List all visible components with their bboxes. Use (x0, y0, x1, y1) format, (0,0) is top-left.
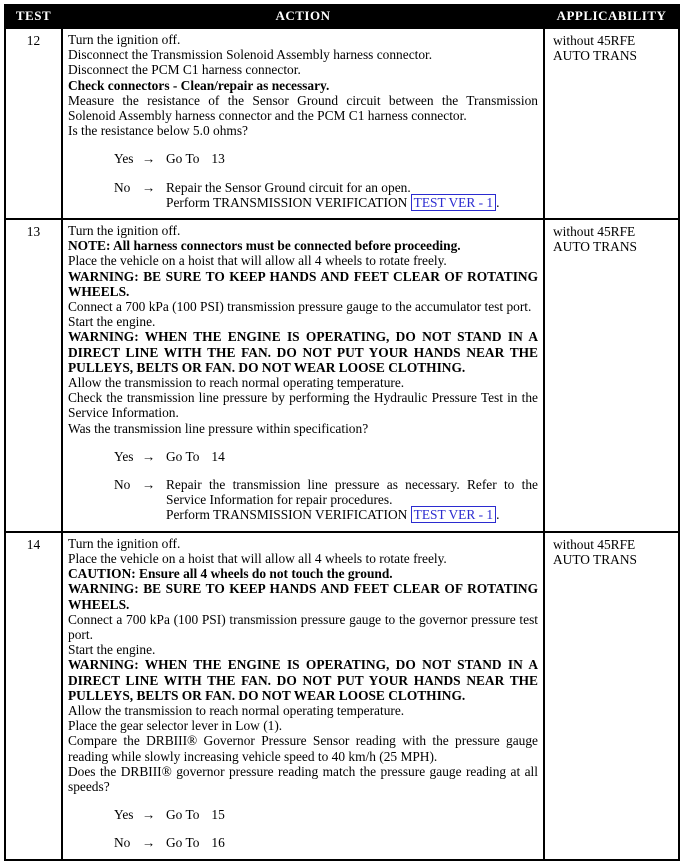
decision-row (114, 449, 538, 464)
applicability-line: without 45RFE (553, 536, 636, 552)
text-segment: 16 (211, 835, 225, 851)
action-line: Turn the ignition off. (68, 535, 181, 551)
decision-answer: Yes (114, 151, 134, 167)
decision-row (114, 180, 538, 210)
action-line: Start the engine. (68, 314, 156, 330)
test-procedure-table (4, 4, 680, 861)
decision-answer: Yes (114, 807, 134, 823)
applicability-cell (544, 532, 679, 860)
decision-line (166, 151, 538, 166)
decision-row (114, 835, 538, 850)
arrow-icon: → (142, 807, 156, 823)
test-ver-link[interactable]: TEST VER - 1 (411, 194, 496, 211)
decision-line (166, 449, 538, 464)
text-segment: Repair the transmission line pressure as necessary. Refer to the Service Information for repair procedures. (166, 477, 538, 508)
test-number: 13 (26, 224, 41, 240)
applicability-line: without 45RFE (553, 224, 636, 240)
table-row (5, 219, 679, 532)
action-line: Check the transmission line pressure by performing the Hydraulic Pressure Test in the Service Information. (68, 390, 538, 421)
text-segment: 13 (211, 151, 225, 167)
test-ver-link[interactable]: TEST VER - 1 (411, 506, 496, 523)
table-row (5, 532, 679, 860)
action-line: Was the transmission line pressure within specification? (68, 420, 369, 436)
action-line: Allow the transmission to reach normal operating temperature. (68, 375, 405, 391)
action-line: Place the gear selector lever in Low (1). (68, 718, 283, 734)
decision-line (166, 807, 538, 822)
action-cell (62, 28, 544, 219)
text-segment: Repair the Sensor Ground circuit for an open. (166, 179, 411, 195)
arrow-icon: → (142, 151, 156, 167)
action-line: WARNING: WHEN THE ENGINE IS OPERATING, DO NOT STAND IN A DIRECT LINE WITH THE FAN. DO NOT PUT YOUR HANDS NEAR THE PULLEYS, BELTS OR FAN. DO NOT WEAR LOOSE CLOTHING. (68, 329, 538, 375)
text-segment: Go To (166, 448, 200, 464)
decision-text (166, 151, 538, 166)
action-line: Place the vehicle on a hoist that will allow all 4 wheels to rotate freely. (68, 253, 447, 269)
test-number-cell (5, 532, 62, 860)
arrow-icon: → (142, 477, 156, 493)
header-test: TEST (5, 5, 62, 28)
table-body (5, 28, 679, 860)
action-line: WARNING: BE SURE TO KEEP HANDS AND FEET CLEAR OF ROTATING WHEELS. (68, 268, 538, 299)
action-line: Disconnect the PCM C1 harness connector. (68, 62, 301, 78)
decision-text (166, 180, 538, 210)
action-line: Is the resistance below 5.0 ohms? (68, 123, 248, 139)
applicability-cell (544, 219, 679, 532)
decision-line (166, 477, 538, 507)
header-action: ACTION (62, 5, 544, 28)
action-cell (62, 219, 544, 532)
text-segment: Go To (166, 151, 200, 167)
text-segment: 15 (211, 807, 225, 823)
action-line: Measure the resistance of the Sensor Ground circuit between the Transmission Solenoid Assembly harness connector and the PCM C1 harness connector. (68, 92, 538, 124)
text-segment: Perform TRANSMISSION VERIFICATION (166, 194, 411, 210)
test-number: 14 (26, 536, 41, 552)
action-line: Connect a 700 kPa (100 PSI) transmission pressure gauge to the accumulator test port. (68, 299, 532, 315)
text-segment: Perform TRANSMISSION VERIFICATION (166, 507, 411, 523)
decision-answer: No (114, 835, 131, 851)
test-number-cell (5, 28, 62, 219)
decision-line (166, 180, 538, 195)
decision-text (166, 477, 538, 523)
text-segment: Go To (166, 835, 200, 851)
action-line: Does the DRBIII® governor pressure reading match the pressure gauge reading at all speeds? (68, 763, 538, 794)
applicability-line: AUTO TRANS (553, 239, 637, 255)
decision-text (166, 807, 538, 822)
action-line: Place the vehicle on a hoist that will allow all 4 wheels to rotate freely. (68, 550, 447, 566)
decision-line (166, 195, 538, 210)
action-line: Start the engine. (68, 642, 156, 658)
action-line: NOTE: All harness connectors must be connected before proceeding. (68, 238, 461, 254)
test-number: 12 (26, 33, 41, 48)
action-line: Check connectors - Clean/repair as necessary. (68, 77, 330, 93)
action-line: Turn the ignition off. (68, 32, 181, 47)
action-line: WARNING: BE SURE TO KEEP HANDS AND FEET CLEAR OF ROTATING WHEELS. (68, 581, 538, 612)
decision-row (114, 151, 538, 166)
applicability-cell (544, 28, 679, 219)
decision-text (166, 835, 538, 850)
action-line: Allow the transmission to reach normal operating temperature. (68, 702, 405, 718)
arrow-icon: → (142, 179, 156, 195)
decision-answer: Yes (114, 448, 134, 464)
text-segment: Go To (166, 807, 200, 823)
action-line: Disconnect the Transmission Solenoid Assembly harness connector. (68, 47, 433, 63)
action-line: Turn the ignition off. (68, 223, 181, 239)
action-line: CAUTION: Ensure all 4 wheels do not touch the ground. (68, 566, 393, 582)
applicability-line: without 45RFE (553, 33, 636, 48)
text-segment: . (496, 194, 500, 210)
header-applicability: APPLICABILITY (544, 5, 679, 28)
text-segment: 14 (211, 448, 225, 464)
action-cell (62, 532, 544, 860)
decision-text (166, 449, 538, 464)
decision-answer: No (114, 477, 131, 493)
decision-line (166, 507, 538, 522)
table-row (5, 28, 679, 219)
test-number-cell (5, 219, 62, 532)
action-line: Compare the DRBIII® Governor Pressure Sensor reading with the pressure gauge reading while slowly increasing vehicle speed to 40 km/h (25 MPH). (68, 733, 538, 764)
applicability-line: AUTO TRANS (553, 48, 637, 64)
action-line: Connect a 700 kPa (100 PSI) transmission pressure gauge to the governor pressure test port. (68, 611, 538, 642)
header-row (5, 5, 679, 28)
arrow-icon: → (142, 448, 156, 464)
arrow-icon: → (142, 835, 156, 851)
text-segment: . (496, 507, 500, 523)
decision-row (114, 807, 538, 822)
applicability-line: AUTO TRANS (553, 551, 637, 567)
action-line: WARNING: WHEN THE ENGINE IS OPERATING, DO NOT STAND IN A DIRECT LINE WITH THE FAN. DO NOT PUT YOUR HANDS NEAR THE PULLEYS, BELTS OR FAN. DO NOT WEAR LOOSE CLOTHING. (68, 657, 538, 703)
decision-answer: No (114, 179, 131, 195)
decision-line (166, 835, 538, 850)
decision-row (114, 477, 538, 523)
